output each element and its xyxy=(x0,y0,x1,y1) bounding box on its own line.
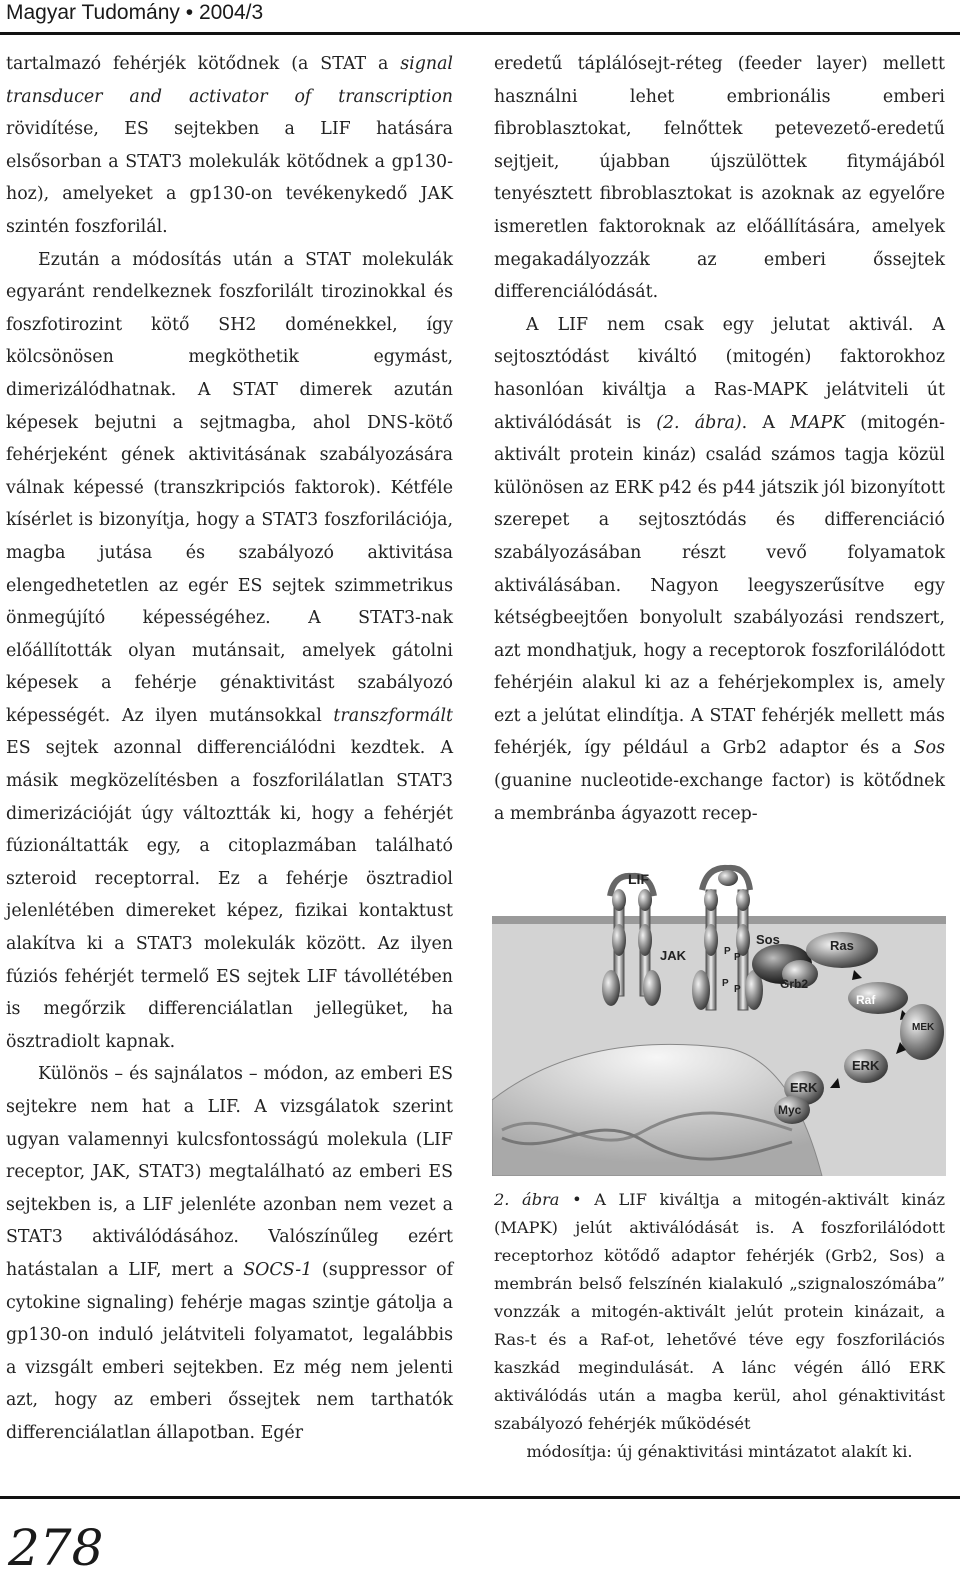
caption-last-line: módosítja: új génaktivitási mintázatot alakít ki. xyxy=(526,1442,913,1461)
left-p3-italic: SOCS-1 xyxy=(243,1259,313,1280)
left-paragraph-1 xyxy=(6,48,453,244)
cell-membrane xyxy=(492,916,946,924)
left-p3-text-b: (suppressor of cytokine signaling) fehérje magas szintje gátolja a gp130-on induló jelátviteli folyamatot, legalábbis a vizsgált emberi sejtekben. Ez még nem jelenti azt, hogy az emberi őssejtek nem tarthatók differenciálatlan állapotban. Egér xyxy=(6,1259,454,1443)
label-raf: Raf xyxy=(856,993,876,1007)
label-phospho-4: P xyxy=(734,984,741,995)
left-p2-text-b: ES sejtek azonnal differenciálódni kezdtek. A másik megközelítésben a foszforilálatlan STAT3 dimerizációját úgy változtták ki, hogy a fehérjét fúzionáltatták egy, a citoplazmában található szteroid receptorral. Ez a fehérje ösztradiol jelenlétében dimereket képez, fizikai kontaktust alakítva ki a STAT3 molekulák között. Az ilyen fúziós fehérjét termelő ES sejtek LIF távollétében is megőrzik differenciálatlan jellegüket, ha ösztradiolt kapnak. xyxy=(6,738,453,1052)
right-p2-text-a: A LIF nem csak egy jelutat aktivál. A sejtosztódást kiváltó (mitogén) faktorokhoz hasonlóan kiváltja a Ras-MAPK jelátviteli út aktiválódását is xyxy=(494,314,945,433)
right-p2-text-d: (guanine nucleotide-exchange factor) is kötődnek a membránba ágyazott recep- xyxy=(494,771,945,824)
label-erk-nuclear: ERK xyxy=(790,1080,818,1095)
left-p3-text-a: Különös – és sajnálatos – módon, az emberi ES sejtekre nem hat a LIF. A vizsgálatok szerint ugyan valamennyi kulcsfontosságú molekula (LIF receptor, JAK, STAT3) megtalálható az emberi ES sejtekben is, a LIF jelenléte azonban nem vezet a STAT3 aktiválódásához. Valószínűleg ezért hatástalan a LIF, mert a xyxy=(6,1064,453,1280)
label-phospho-2: P xyxy=(734,952,741,963)
figure-2-signaling-diagram xyxy=(492,860,946,1176)
caption-text: A LIF kiváltja a mitogén-aktivált kináz (MAPK) jelút aktiválódását is. A foszforilálódott receptorhoz kötődő adaptor fehérjék (Grb2, Sos) a membrán belső felszínén kialakuló „szignaloszómába” vonzzák a mitogén-aktivált jelút protein kinázait, a Ras-t és a Raf-ot, lehetővé téve egy foszforilációs kaszkád megindulását. A lánc végén álló ERK aktiválódás után a magba kerül, ahol génaktivitást szabályozó fehérjék működését xyxy=(494,1190,945,1433)
right-p2-italic-mapk: MAPK xyxy=(790,412,846,433)
label-erk: ERK xyxy=(852,1058,880,1073)
right-p2-text-c: (mitogén-aktivált protein kináz) család számos tagja közül különösen az ERK p42 és p44 játszik jól bizonyított szerepet a sejtosztódás és differenciáció szabályozásában részt vevő folyamatok aktiválásában. Nagyon leegyszerűsítve egy kétségbeejtően bonyolult szabályozási rendszert, azt mondhatjuk, hogy a receptorok foszforilálódott fehérjéin alakul ki az a fehérjekomplex is, amely ezt a jelútat elindítja. A STAT fehérjék mellett más fehérjék, így például a Grb2 adaptor és a xyxy=(494,412,945,759)
left-paragraph-2 xyxy=(6,244,453,1059)
left-p2-italic: transzformált xyxy=(333,705,453,726)
figure-caption xyxy=(494,1186,945,1466)
label-phospho-3: P xyxy=(722,978,729,989)
left-p2-text-a: Ezután a módosítás után a STAT molekulák egyaránt rendelkeznek foszforilált tirozinokkal és foszfotirozint kötő SH2 doménekkel, így kölcsönösen megköthetik egymást, dimerizálódhatnak. A STAT dimerek azután képesek bejutni a sejtmagba, ahol DNS-kötő fehérjeként gének aktivitásának szabályozására válnak képessé (transzkripciós faktorok). Kétféle kísérlet is bizonyítja, hogy a STAT3 foszforilációja, magba jutása és szabályozó aktivitása elengedhetetlen az egér ES sejtek szimmetrikus önmegújító képességéhez. A STAT3-nak előállították olyan mutánsait, amelyek gátolni képesek a fehérje génaktivitást szabályozó képességét. Az ilyen mutánsokkal xyxy=(6,249,453,726)
figure-reference: (2. ábra) xyxy=(656,412,742,433)
page-number: 278 xyxy=(8,1519,104,1577)
label-mek: MEK xyxy=(912,1022,935,1033)
label-lif: LIF xyxy=(628,871,649,887)
label-grb2: Grb2 xyxy=(780,977,809,991)
footer-rule xyxy=(0,1496,960,1499)
left-p1-italic: signal transducer and activator of transcription xyxy=(6,54,453,107)
right-p2-italic-sos: Sos xyxy=(913,738,945,759)
right-p2-text-b: . A xyxy=(741,412,791,433)
left-column xyxy=(6,48,453,1450)
journal-header: Magyar Tudomány • 2004/3 xyxy=(6,1,264,24)
caption-label: 2. ábra xyxy=(494,1190,560,1209)
right-paragraph-1: eredetű táplálósejt-réteg (feeder layer) mellett használni lehet embrionális emberi fibroblasztokat, felnőttek petevezető-eredetű sejtjeit, újabban újszülöttek fitymájából tenyésztett fibroblasztokat is azoknak az egyelőre ismeretlen faktoroknak az előállítására, amelyek megakadályozzák az emberi őssejtek differenciálódását. xyxy=(494,54,945,303)
label-myc: Myc xyxy=(778,1103,802,1117)
left-p1-text-b: rövidítése, ES sejtekben a LIF hatására elsősorban a STAT3 molekulák kötődnek a gp130-hoz), amelyeket a gp130-on tevékenykedő JAK szintén foszforilál. xyxy=(6,119,453,237)
left-p1-text-a: tartalmazó fehérjék kötődnek (a STAT a xyxy=(6,54,401,74)
right-paragraph-2 xyxy=(494,309,945,831)
label-phospho-1: P xyxy=(724,946,731,957)
label-jak: JAK xyxy=(660,948,687,963)
label-sos: Sos xyxy=(756,932,780,947)
right-column xyxy=(494,48,945,830)
header-rule xyxy=(0,32,960,35)
caption-bullet: • xyxy=(559,1190,595,1209)
left-paragraph-3 xyxy=(6,1058,453,1449)
label-ras: Ras xyxy=(830,938,854,953)
